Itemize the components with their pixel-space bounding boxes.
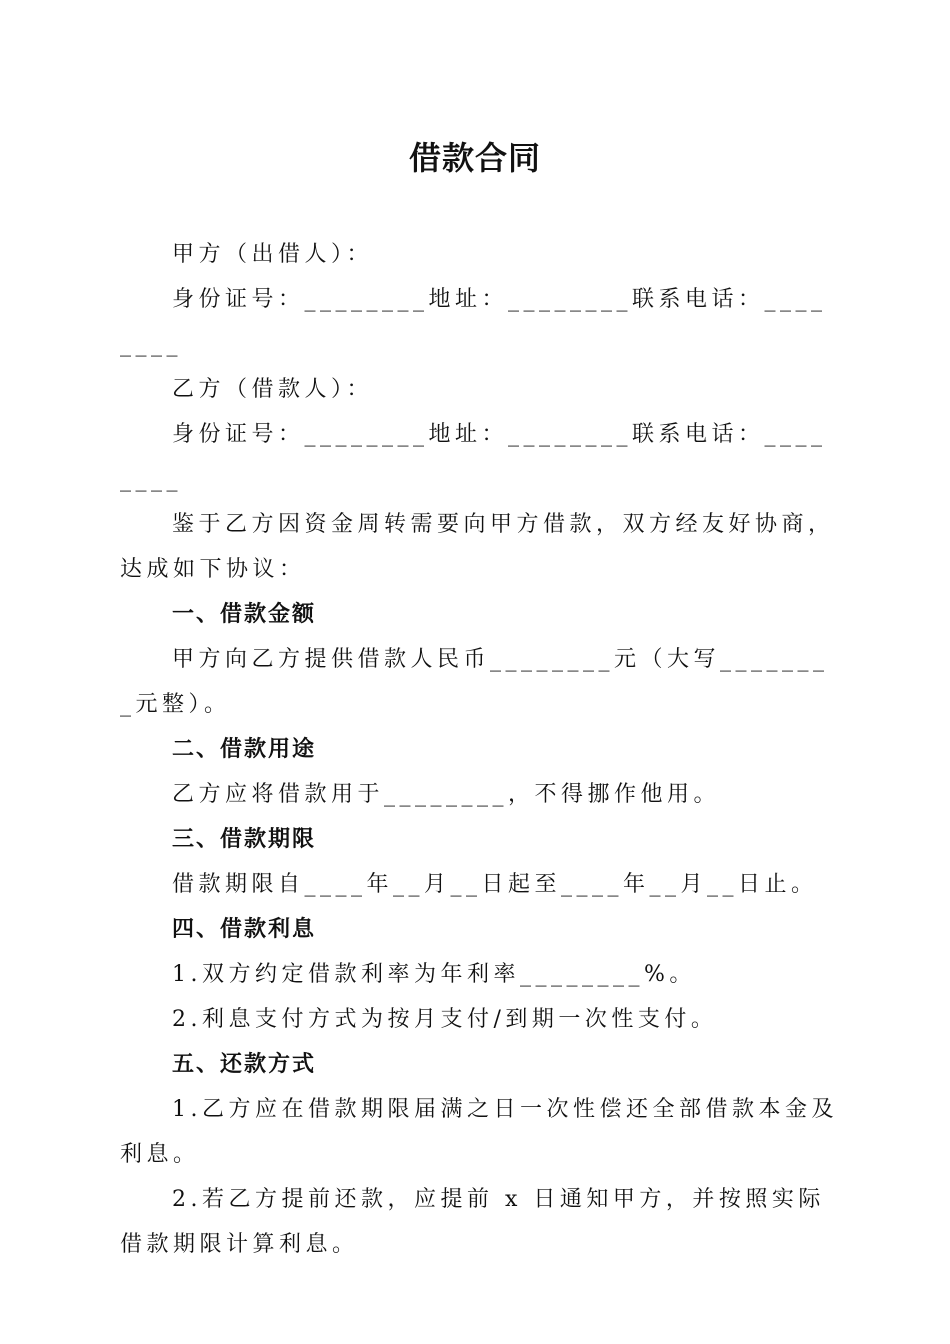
section-paragraph: 1.乙方应在借款期限届满之日一次性偿还全部借款本金及利息。 [120,1097,838,1167]
section-heading-repayment: 五、还款方式 [172,1052,317,1077]
section-paragraph: 借款期限自____年__月__日起至____年__月__日止。 [172,872,818,897]
preamble: 鉴于乙方因资金周转需要向甲方借款，双方经友好协商，达成如下协议： [120,512,835,582]
section-paragraph: 1.双方约定借款利率为年利率________%。 [172,962,696,987]
section-heading-interest: 四、借款利息 [172,917,317,942]
section-paragraph: 2.若乙方提前还款，应提前 x 日通知甲方，并按照实际借款期限计算利息。 [120,1187,825,1257]
lender-label: 甲方（出借人）： [172,242,374,267]
borrower-label: 乙方（借款人）： [172,377,374,402]
document-body [120,232,840,1267]
section-heading-purpose: 二、借款用途 [172,737,317,762]
section-paragraph: 2.利息支付方式为按月支付/到期一次性支付。 [172,1007,718,1032]
section-paragraph: 甲方向乙方提供借款人民币________元（大写________元整）。 [120,647,829,717]
lender-details: 身份证号：________地址：________联系电话：________ [120,287,827,357]
borrower-details: 身份证号：________地址：________联系电话：________ [120,422,827,492]
document-title: 借款合同 [408,139,541,177]
section-paragraph: 乙方应将借款用于________，不得挪作他用。 [172,782,721,807]
section-heading-term: 三、借款期限 [172,827,317,852]
section-heading-amount: 一、借款金额 [172,602,317,627]
